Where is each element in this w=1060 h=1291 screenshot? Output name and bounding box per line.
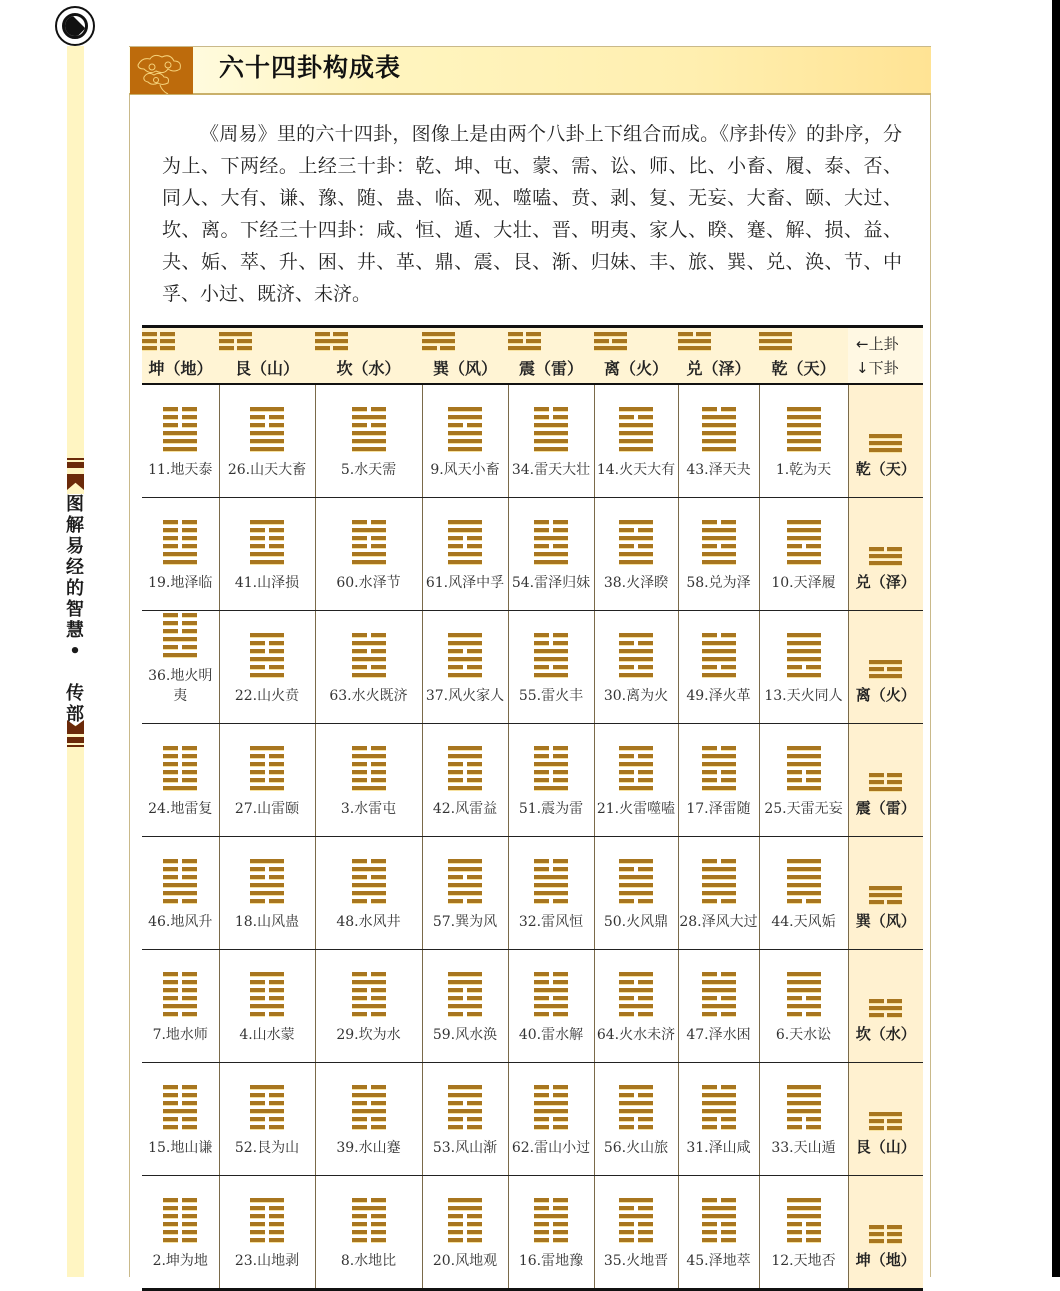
hexagram-label: 59.风水涣 [432,1027,498,1043]
hexagram-label: 32.雷风恒 [518,914,584,930]
spine-char: 经 [66,557,84,578]
hexagram-icon [702,1085,736,1129]
hexagram-icon [448,633,482,677]
hexagram-icon [534,633,568,677]
trigram-icon [869,999,902,1017]
hexagram-icon [787,972,821,1016]
hexagram-icon [250,859,284,903]
hexagram-label: 13.天火同人 [764,688,843,704]
hexagram-icon [163,1085,197,1129]
hexagram-cell [422,611,508,724]
hexagram-cell [759,384,848,498]
hexagram-cell [422,837,508,950]
hexagram-cell [422,1063,508,1176]
upper-trigram-label: 坎（水） [336,359,401,378]
hexagram-icon [250,633,284,677]
hexagram-label: 45.泽地萃 [686,1253,751,1269]
hexagram-icon [448,1198,482,1242]
lower-trigram-label: 艮（山） [855,1138,916,1156]
hexagram-label: 56.火山旅 [603,1140,669,1156]
table-row [142,384,923,498]
hexagram-label: 47.泽水困 [686,1027,751,1043]
hexagram-icon [250,746,284,790]
hexagram-cell [219,384,315,498]
legend-upper-trigram: ←上卦 [856,334,899,353]
hexagram-cell [508,837,594,950]
hexagram-icon [619,520,653,564]
trigram-icon [422,332,508,350]
lower-trigram-label: 坤（地） [855,1251,916,1269]
hexagram-label: 58.兑为泽 [686,575,751,591]
table-row [142,950,923,1063]
hexagram-label: 38.火泽睽 [603,575,669,591]
hexagram-label: 23.山地剥 [234,1253,300,1269]
hexagram-label: 39.水山蹇 [336,1140,401,1156]
hexagram-cell [759,1063,848,1176]
hexagram-icon [787,746,821,790]
hexagram-label: 29.坎为水 [336,1027,401,1043]
hexagram-label: 12.天地否 [771,1253,836,1269]
trigram-icon [759,332,848,350]
spine-band [67,462,84,468]
hexagram-icon [702,520,736,564]
hexagram-icon [702,1198,736,1242]
intro-paragraph [162,118,902,310]
hexagram-icon [702,633,736,677]
hexagram-label: 37.风火家人 [425,688,505,704]
spine-band [67,737,84,743]
hexagram-label: 52.艮为山 [234,1140,300,1156]
hexagram-label: 34.雷天大壮 [511,462,591,478]
hexagram-label: 19.地泽临 [148,575,213,591]
hexagram-label: 17.泽雷随 [686,801,751,817]
hexagram-label: 1.乾为天 [775,462,832,478]
hexagram-label: 8.水地比 [340,1253,397,1269]
hexagram-icon [352,972,386,1016]
hexagram-icon [352,633,386,677]
hexagram-icon [619,633,653,677]
lower-trigram-label: 离（火） [855,686,916,704]
hexagram-cell [594,611,678,724]
hexagram-cell [678,724,759,837]
spine-char: 的 [66,578,84,599]
hexagram-cell [678,611,759,724]
hexagram-cell [759,1176,848,1290]
hexagram-icon [352,407,386,451]
trigram-icon [869,660,902,678]
hexagram-label: 26.山天大畜 [227,462,307,478]
hexagram-icon [163,859,197,903]
hexagram-cell [142,1176,219,1290]
trigram-icon [219,332,315,350]
auspicious-cloud-icon [130,47,193,94]
hexagram-label: 46.地风升 [148,914,213,930]
hexagram-label: 54.雷泽归妹 [511,575,591,591]
hexagram-cell [142,498,219,611]
hexagram-label: 64.火水未济 [596,1027,676,1043]
hexagram-icon [787,633,821,677]
upper-trigram-label: 坤（地） [148,359,213,378]
hexagram-icon [250,1198,284,1242]
hexagram-cell [422,950,508,1063]
hexagram-table-body [142,384,923,1290]
trigram-icon [869,886,902,904]
hexagram-icon [787,1085,821,1129]
hexagram-cell [759,950,848,1063]
hexagram-cell [678,1063,759,1176]
hexagram-label: 60.水泽节 [336,575,401,591]
hexagram-cell [594,724,678,837]
spine-divider [67,458,84,460]
hexagram-label: 33.天山遁 [771,1140,836,1156]
hexagram-cell [759,498,848,611]
hexagram-cell [315,498,422,611]
hexagram-icon [448,1085,482,1129]
upper-trigram-label: 巽（风） [432,359,497,378]
upper-trigram-label: 乾（天） [771,359,836,378]
spine-book-title [64,494,86,725]
hexagram-label: 57.巽为风 [432,914,498,930]
spine-char: 慧 [66,620,84,641]
hexagram-icon [702,859,736,903]
spine-char: 传 [66,683,84,704]
hexagram-cell [219,950,315,1063]
hexagram-cell [594,1176,678,1290]
hexagram-label: 36.地火明夷 [148,668,213,704]
spine-char: • [69,641,81,662]
lower-trigram-cell [848,837,923,950]
hexagram-cell [759,837,848,950]
hexagram-icon [250,972,284,1016]
spine-char: 智 [66,599,84,620]
upper-trigram-label: 震（雷） [518,359,583,378]
spine-char: 解 [66,515,84,536]
spine-char: 易 [66,536,84,557]
upper-trigram-header [678,327,759,385]
upper-trigram-header [508,327,594,385]
hexagram-icon [787,1198,821,1242]
upper-trigram-label: 离（火） [603,359,668,378]
lower-trigram-cell [848,950,923,1063]
book-logo-icon [55,6,95,46]
spine-char: 部 [66,704,84,725]
hexagram-icon [163,746,197,790]
upper-trigram-label: 兑（泽） [686,359,751,378]
upper-trigram-header [315,327,422,385]
trigram-icon [869,1112,902,1130]
hexagram-label: 3.水雷屯 [340,801,397,817]
hexagram-icon [448,407,482,451]
hexagram-label: 41.山泽损 [234,575,300,591]
hexagram-icon [619,746,653,790]
hexagram-label: 43.泽天夬 [686,462,751,478]
hexagram-icon [352,746,386,790]
hexagram-label: 30.离为火 [603,688,669,704]
hexagram-icon [534,972,568,1016]
hexagram-label: 25.天雷无妄 [764,801,843,817]
hexagram-icon [619,972,653,1016]
lower-trigram-label: 兑（泽） [855,573,916,591]
hexagram-label: 4.山水蒙 [239,1027,295,1043]
hexagram-icon [787,520,821,564]
hexagram-icon [352,859,386,903]
trigram-icon [869,547,902,565]
hexagram-icon [619,1198,653,1242]
spine-char [64,662,86,683]
hexagram-label: 62.雷山小过 [511,1140,591,1156]
hexagram-cell [508,724,594,837]
hexagram-label: 2.坤为地 [152,1253,208,1269]
hexagram-icon [163,972,197,1016]
lower-trigram-label: 震（雷） [855,799,916,817]
hexagram-cell [508,611,594,724]
trigram-icon [142,332,219,350]
lower-trigram-cell [848,724,923,837]
hexagram-cell [315,950,422,1063]
right-edge-bar [1052,0,1060,1277]
trigram-icon [508,332,594,350]
lower-trigram-cell [848,384,923,498]
hexagram-label: 27.山雷颐 [234,801,300,817]
hexagram-icon [163,1198,197,1242]
spine-divider [67,745,84,747]
hexagram-icon [534,520,568,564]
hexagram-label: 44.天风姤 [771,914,836,930]
hexagram-icon [163,613,197,657]
hexagram-label: 15.地山谦 [148,1140,213,1156]
intro-text: 《周易》里的六十四卦，图像上是由两个八卦上下组合而成。《序卦传》的卦序，分为上、下两经。上经三十卦：乾、坤、屯、蒙、需、讼、师、比、小畜、履、泰、否、同人、大有、谦、豫、随、蛊、临、观、噬嗑、贲、剥、复、无妄、大畜、颐、大过、坎、离。下经三十四卦：咸、恒、遁、大壮、晋、明夷、家人、睽、蹇、解、损、益、夬、姤、萃、升、困、井、革、鼎、震、艮、渐、归妹、丰、旅、巽、兑、涣、节、中孚、小过、既济、未济。 [162,123,902,305]
upper-trigram-label: 艮（山） [234,359,299,378]
hexagram-icon [619,407,653,451]
hexagram-icon [619,1085,653,1129]
hexagram-icon [787,859,821,903]
table-row [142,837,923,950]
hexagram-icon [163,407,197,451]
hexagram-cell [422,498,508,611]
lower-trigram-label: 巽（风） [855,912,916,930]
hexagram-cell [219,1063,315,1176]
table-row [142,724,923,837]
hexagram-cell [508,950,594,1063]
hexagram-cell [315,384,422,498]
hexagram-cell [594,498,678,611]
upper-trigram-header-row [142,327,923,385]
hexagram-label: 63.水火既济 [329,688,408,704]
hexagram-icon [352,1085,386,1129]
hexagram-cell [678,1176,759,1290]
hexagram-label: 53.风山渐 [432,1140,498,1156]
hexagram-icon [250,1085,284,1129]
hexagram-icon [534,859,568,903]
hexagram-cell [219,1176,315,1290]
hexagram-icon [702,746,736,790]
trigram-icon [869,434,902,452]
lower-trigram-cell [848,611,923,724]
hexagram-label: 9.风天小畜 [430,462,500,478]
hexagram-label: 22.山火贲 [234,688,300,704]
hexagram-cell [678,384,759,498]
hexagram-cell [142,950,219,1063]
hexagram-cell [142,384,219,498]
hexagram-icon [619,859,653,903]
hexagram-table [142,325,923,1291]
hexagram-label: 35.火地晋 [603,1253,669,1269]
hexagram-label: 48.水风井 [336,914,401,930]
hexagram-icon [534,407,568,451]
hexagram-label: 6.天水讼 [775,1027,832,1043]
hexagram-cell [219,611,315,724]
hexagram-cell [142,837,219,950]
legend-lower-trigram: ↓下卦 [856,358,899,377]
trigram-icon [869,1225,902,1243]
table-row [142,1063,923,1176]
hexagram-label: 21.火雷噬嗑 [596,801,676,817]
hexagram-cell [678,498,759,611]
trigram-icon [869,773,902,791]
hexagram-label: 14.火天大有 [596,462,676,478]
hexagram-icon [448,972,482,1016]
hexagram-label: 28.泽风大过 [679,914,758,930]
hexagram-label: 16.雷地豫 [518,1253,584,1269]
trigram-icon [594,332,678,350]
hexagram-cell [422,384,508,498]
hexagram-icon [448,520,482,564]
table-row [142,1176,923,1290]
hexagram-icon [352,520,386,564]
hexagram-cell [315,1176,422,1290]
hexagram-cell [142,724,219,837]
hexagram-label: 11.地天泰 [148,462,213,478]
hexagram-cell [142,1063,219,1176]
table-row [142,498,923,611]
spine-char: 图 [66,494,84,515]
hexagram-cell [678,837,759,950]
lower-trigram-cell [848,498,923,611]
hexagram-cell [594,950,678,1063]
hexagram-label: 61.风泽中孚 [425,575,505,591]
hexagram-cell [508,1063,594,1176]
hexagram-cell [315,1063,422,1176]
hexagram-label: 20.风地观 [432,1253,498,1269]
hexagram-cell [219,498,315,611]
hexagram-cell [759,611,848,724]
lower-trigram-label: 乾（天） [855,460,916,478]
hexagram-label: 7.地水师 [152,1027,208,1043]
hexagram-icon [787,407,821,451]
hexagram-icon [534,1085,568,1129]
hexagram-icon [250,407,284,451]
hexagram-label: 40.雷水解 [518,1027,584,1043]
hexagram-cell [508,1176,594,1290]
hexagram-cell [508,384,594,498]
hexagram-cell [219,724,315,837]
page-title: 六十四卦构成表 [219,53,402,82]
hexagram-label: 18.山风蛊 [234,914,300,930]
hexagram-cell [508,498,594,611]
hexagram-cell [142,611,219,724]
hexagram-cell [422,724,508,837]
hexagram-icon [448,859,482,903]
hexagram-label: 31.泽山咸 [686,1140,751,1156]
trigram-icon [315,332,422,350]
hexagram-label: 42.风雷益 [432,801,498,817]
hexagram-cell [594,837,678,950]
lower-trigram-label: 坎（水） [855,1025,916,1043]
trigram-icon [678,332,759,350]
hexagram-cell [594,1063,678,1176]
hexagram-label: 50.火风鼎 [603,914,669,930]
hexagram-icon [534,746,568,790]
hexagram-icon [448,746,482,790]
hexagram-cell [678,950,759,1063]
hexagram-icon [352,1198,386,1242]
hexagram-icon [534,1198,568,1242]
trigram-legend-corner [848,327,923,385]
upper-trigram-header [422,327,508,385]
upper-trigram-header [219,327,315,385]
hexagram-icon [702,972,736,1016]
hexagram-cell [315,611,422,724]
upper-trigram-header [594,327,678,385]
hexagram-cell [219,837,315,950]
hexagram-label: 10.天泽履 [771,575,836,591]
lower-trigram-cell [848,1176,923,1290]
hexagram-label: 49.泽火革 [686,688,751,704]
hexagram-cell [759,724,848,837]
hexagram-label: 51.震为雷 [518,801,584,817]
hexagram-label: 55.雷火丰 [518,688,584,704]
upper-trigram-header [142,327,219,385]
table-row [142,611,923,724]
hexagram-label: 5.水天需 [340,462,397,478]
hexagram-cell [422,1176,508,1290]
hexagram-cell [594,384,678,498]
upper-trigram-header [759,327,848,385]
hexagram-cell [315,837,422,950]
hexagram-icon [702,407,736,451]
hexagram-label: 24.地雷复 [148,801,213,817]
lower-trigram-cell [848,1063,923,1176]
hexagram-cell [315,724,422,837]
hexagram-icon [163,520,197,564]
hexagram-icon [250,520,284,564]
